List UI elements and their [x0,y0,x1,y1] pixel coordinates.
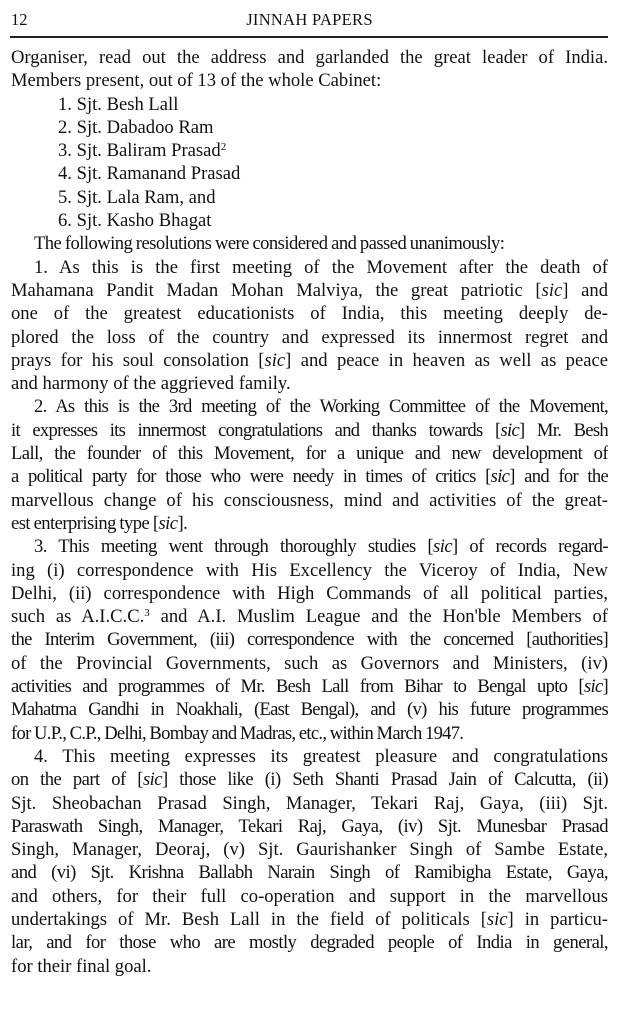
sic-annotation: sic [264,349,286,371]
text-line: and (vi) Sjt. Krishna Ballabh Narain Singh of Ramibigha Estate, Gaya, [11,862,608,884]
members-list [11,93,608,233]
footnote-marker: 2 [220,141,227,154]
resolution-1 [11,256,608,396]
text-line: Delhi, (ii) correspondence with High Commands of all political parties, [11,582,608,604]
page-body [11,46,608,978]
list-number: 3. [58,140,72,162]
running-title: JINNAH PAPERS [246,10,373,29]
sic-annotation: sic [158,512,178,534]
list-number: 6. [58,210,72,232]
text-line: 3. This meeting went through thoroughly studies [sic] of records regard- [34,536,608,558]
page-number: 12 [11,10,28,29]
text-line: activities and programmes of Mr. Besh Lall from Bihar to Bengal upto [sic] [11,676,608,698]
resolution-4 [11,745,608,978]
text-line: est enterprising type [sic]. [11,512,188,534]
text-line: such as A.I.C.C.$^3$ and A.I. Muslim League and the Hon'ble Members of [11,606,608,628]
text-line: it expresses its innermost congratulations and thanks towards [sic] Mr. Besh [11,419,608,441]
list-item [11,139,608,162]
text-line: ing (i) correspondence with His Excellency the Viceroy of India, New [11,559,608,581]
text-line: Mahatma Gandhi in Noakhali, (East Bengal), and (v) his future programmes [11,699,608,721]
text-line: marvellous change of his consciousness, mind and activities of the great- [11,489,608,511]
text-line: 4. This meeting expresses its greatest pleasure and congratulations [34,745,608,767]
text-line: a political party for those who were needy in times of critics [sic] and for the [11,466,608,488]
list-item [11,116,608,139]
text-line: on the part of [sic] those like (i) Seth Shanti Prasad Jain of Calcutta, (ii) [11,769,608,791]
text-line: of the Provincial Governments, such as Governors and Ministers, (iv) [11,652,608,674]
text-line: 2. As this is the 3rd meeting of the Working Committee of the Movement, [34,396,608,418]
text-line: the Interim Government, (iii) correspondence with the concerned [authorities] [11,629,608,651]
text-line: lar, and for those who are mostly degraded people of India in general, [11,932,608,954]
text-line: Singh, Manager, Deoraj, (v) Sjt. Gaurishanker Singh of Sambe Estate, [11,839,608,861]
member-name: Sjt. Lala Ram, and [76,186,216,208]
text-line: Organiser, read out the address and garlanded the great leader of India. [11,47,608,68]
list-item [11,93,608,116]
text-line: undertakings of Mr. Besh Lall in the field of politicals [sic] in particu- [11,908,608,930]
page-header [11,6,608,30]
sic-annotation: sic [142,769,162,791]
member-name: Sjt. Ramanand Prasad [76,163,241,185]
text-line: prays for his soul consolation [sic] and peace in heaven as well as peace [11,349,608,371]
text-line: 1. As this is the first meeting of the Movement after the death of [34,256,608,278]
sic-annotation: sic [486,908,508,930]
member-name: Sjt. Besh Lall [76,93,179,115]
text-line: Sjt. Sheobachan Prasad Singh, Manager, Tekari Raj, Gaya, (iii) Sjt. [11,792,608,814]
resolutions-intro: The following resolutions were considered and passed unanimously: [34,233,505,255]
list-number: 5. [58,186,72,208]
text-line: Lall, the founder of this Movement, for a unique and new development of [11,443,608,465]
sic-annotation: sic [500,419,520,441]
resolution-3 [11,535,608,745]
text-line: plored the loss of the country and expressed its innermost regret and [11,326,608,348]
member-name: Sjt. Baliram Prasad [76,140,221,162]
sic-annotation: sic [583,676,603,698]
list-number: 4. [58,163,72,185]
sic-annotation: sic [541,279,563,301]
text-line: and harmony of the aggrieved family. [11,373,291,395]
text-line: for their final goal. [11,955,152,977]
list-item [11,162,608,185]
resolution-2 [11,395,608,535]
text-line: Members present, out of 13 of the whole Cabinet: [11,70,382,92]
text-line: one of the greatest educationists of India, this meeting deeply de- [11,303,608,325]
list-item [11,186,608,209]
text-line: for U.P., C.P., Delhi, Bombay and Madras, etc., within March 1947. [11,722,464,744]
member-name: Sjt. Kasho Bhagat [76,210,212,232]
footnote-marker: 3 [144,607,150,620]
text-line: Mahamana Pandit Madan Mohan Malviya, the great patriotic [sic] and [11,279,608,301]
sic-annotation: sic [433,536,453,558]
member-name: Sjt. Dabadoo Ram [76,116,214,138]
text-line: and others, for their full co-operation and support in the marvellous [11,885,608,907]
text-line: Paraswath Singh, Manager, Tekari Raj, Gaya, (iv) Sjt. Munesbar Prasad [11,815,608,837]
list-item [11,209,608,232]
header-rule [10,36,608,38]
list-number: 1. [58,93,72,115]
sic-annotation: sic [490,466,510,488]
list-number: 2. [58,116,72,138]
